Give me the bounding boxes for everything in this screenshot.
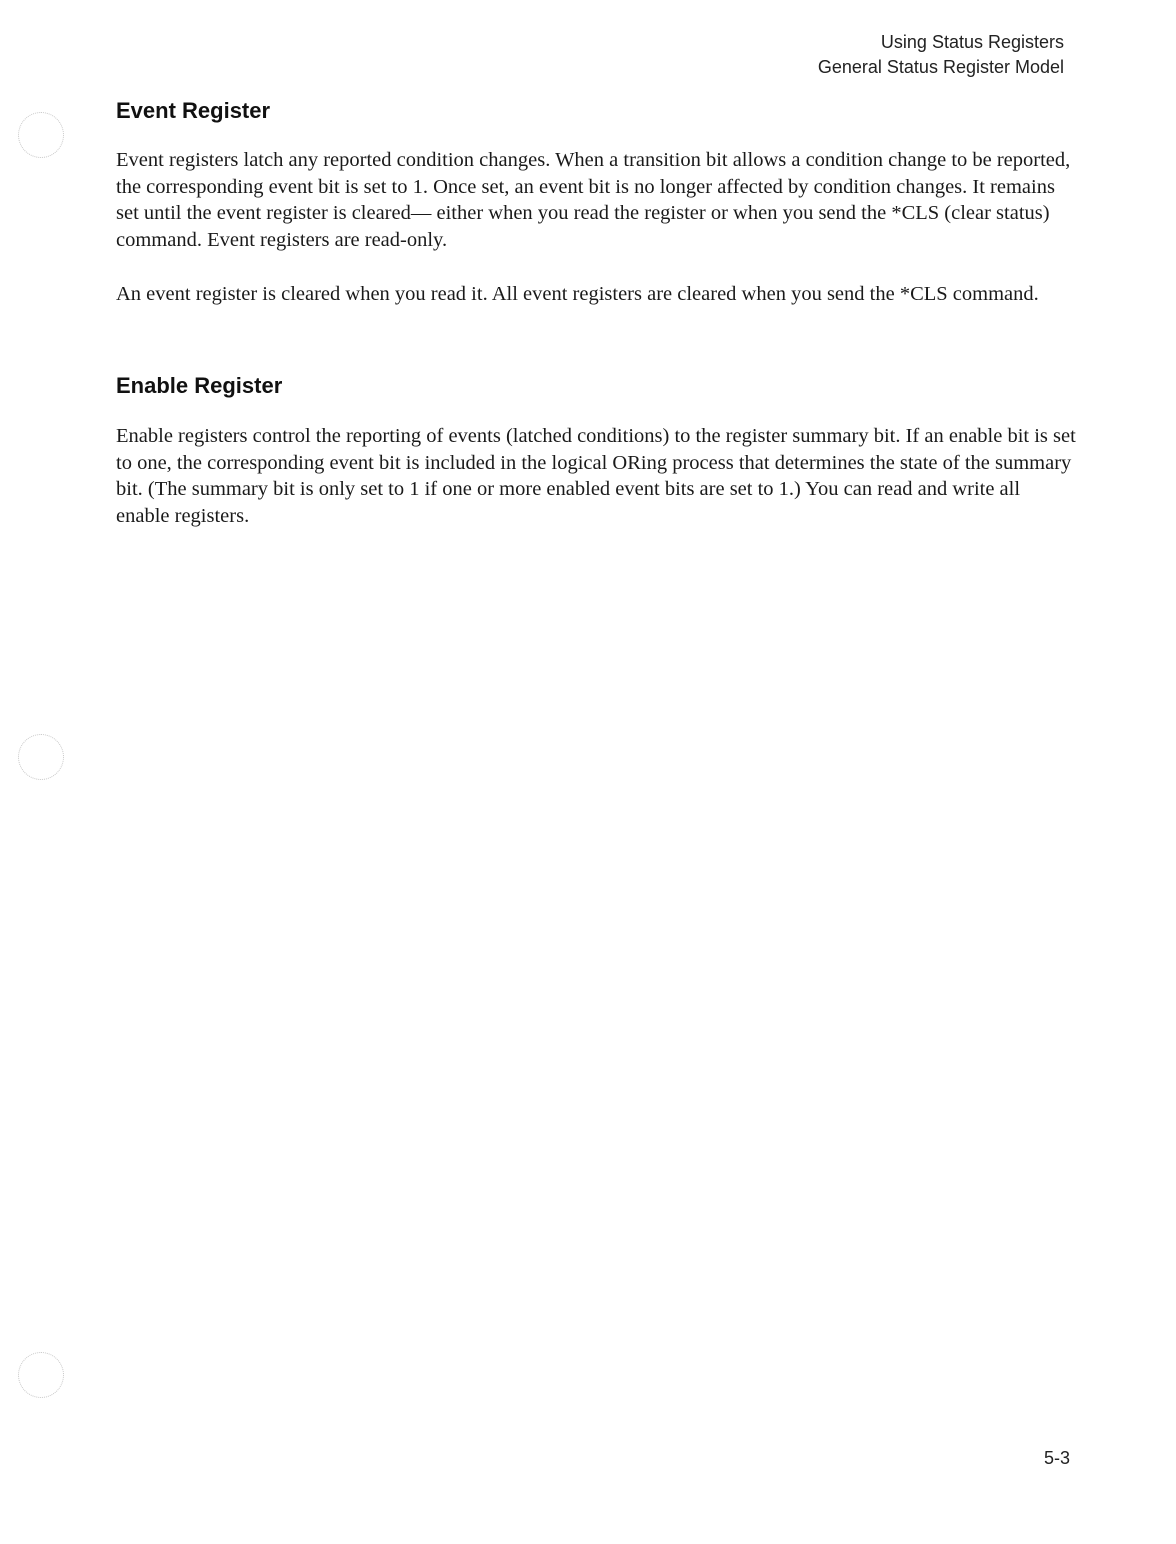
paragraph-event-register-2: An event register is cleared when you read it. All event registers are cleared when you send the *CLS command. [116, 283, 1039, 305]
header-chapter-title: Using Status Registers [880, 32, 1064, 52]
heading-event-register: Event Register [116, 98, 271, 123]
header-section-title: General Status Register Model [817, 57, 1064, 77]
binder-hole-top [18, 112, 64, 158]
page-number: 5-3 [1043, 1448, 1070, 1468]
paragraph-enable-register-1: Enable registers control the reporting of events (latched conditions) to the register summary bit. If an enable bit is set to one, the corresponding event bit is included in the logical ORing process that determines the state of the summary bit. (The summary bit is only set to 1 if one or more enabled event bits are set to 1.) You can read and write all enable registers. [116, 425, 1076, 527]
running-header [818, 30, 1064, 80]
binder-hole-middle [18, 734, 64, 780]
binder-hole-lower [18, 1352, 64, 1398]
paragraph-event-register-1: Event registers latch any reported condition changes. When a transition bit allows a condition change to be reported, the corresponding event bit is set to 1. Once set, an event bit is no longer affected by condition changes. It remains set until the event register is cleared— either when you read the register or when you send the *CLS (clear status) command. Event registers are read-only. [116, 149, 1071, 251]
heading-enable-register: Enable Register [116, 373, 283, 398]
